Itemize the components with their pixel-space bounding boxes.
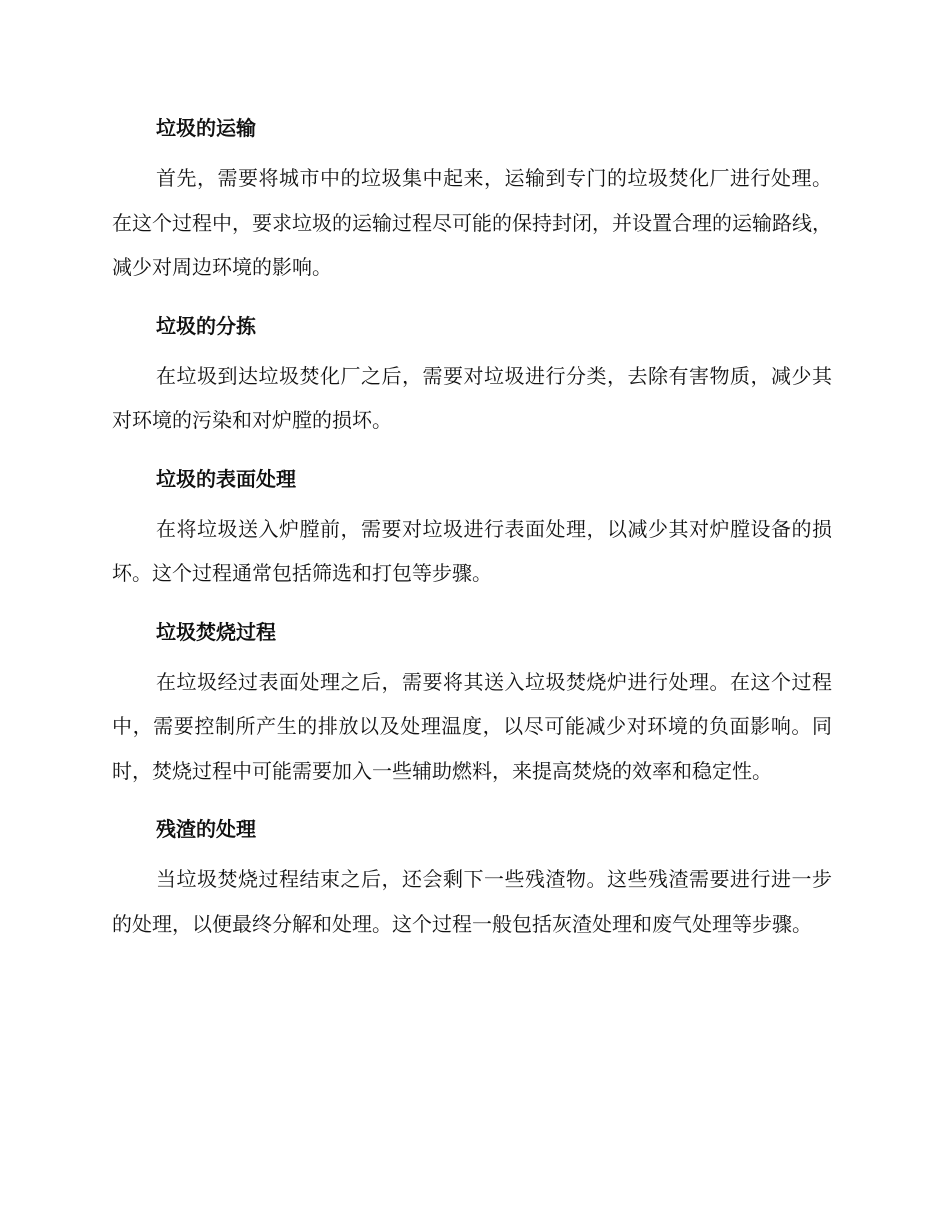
section-heading: 残渣的处理 (156, 817, 256, 841)
section-paragraph: 在将垃圾送入炉膛前，需要对垃圾进行表面处理，以减少其对炉膛设备的损坏。这个过程通常包括筛选和打包等步骤。 (112, 516, 832, 585)
section-surface-treatment (112, 457, 832, 596)
section-heading: 垃圾焚烧过程 (156, 619, 276, 644)
section-paragraph: 在垃圾到达垃圾焚化厂之后，需要对垃圾进行分类，去除有害物质，减少其对环境的污染和对炉膛的损坏。 (112, 363, 832, 432)
section-paragraph: 在垃圾经过表面处理之后，需要将其送入垃圾焚烧炉进行处理。在这个过程中，需要控制所产生的排放以及处理温度，以尽可能减少对环境的负面影响。同时，焚烧过程中可能需要加入一些辅助燃料，来提高焚烧的效率和稳定性。 (112, 669, 832, 783)
section-heading: 垃圾的分拣 (156, 313, 256, 338)
section-residue (112, 807, 832, 946)
section-heading: 垃圾的表面处理 (156, 466, 296, 491)
section-transport (112, 106, 832, 290)
section-paragraph: 首先，需要将城市中的垃圾集中起来，运输到专门的垃圾焚化厂进行处理。在这个过程中，要求垃圾的运输过程尽可能的保持封闭，并设置合理的运输路线，减少对周边环境的影响。 (112, 166, 832, 279)
section-incineration (112, 610, 832, 794)
section-heading: 垃圾的运输 (156, 116, 256, 140)
section-sorting (112, 304, 832, 443)
section-paragraph: 当垃圾焚烧过程结束之后，还会剩下一些残渣物。这些残渣需要进行进一步的处理，以便最终分解和处理。这个过程一般包括灰渣处理和废气处理等步骤。 (112, 867, 832, 936)
document-page (112, 106, 832, 960)
